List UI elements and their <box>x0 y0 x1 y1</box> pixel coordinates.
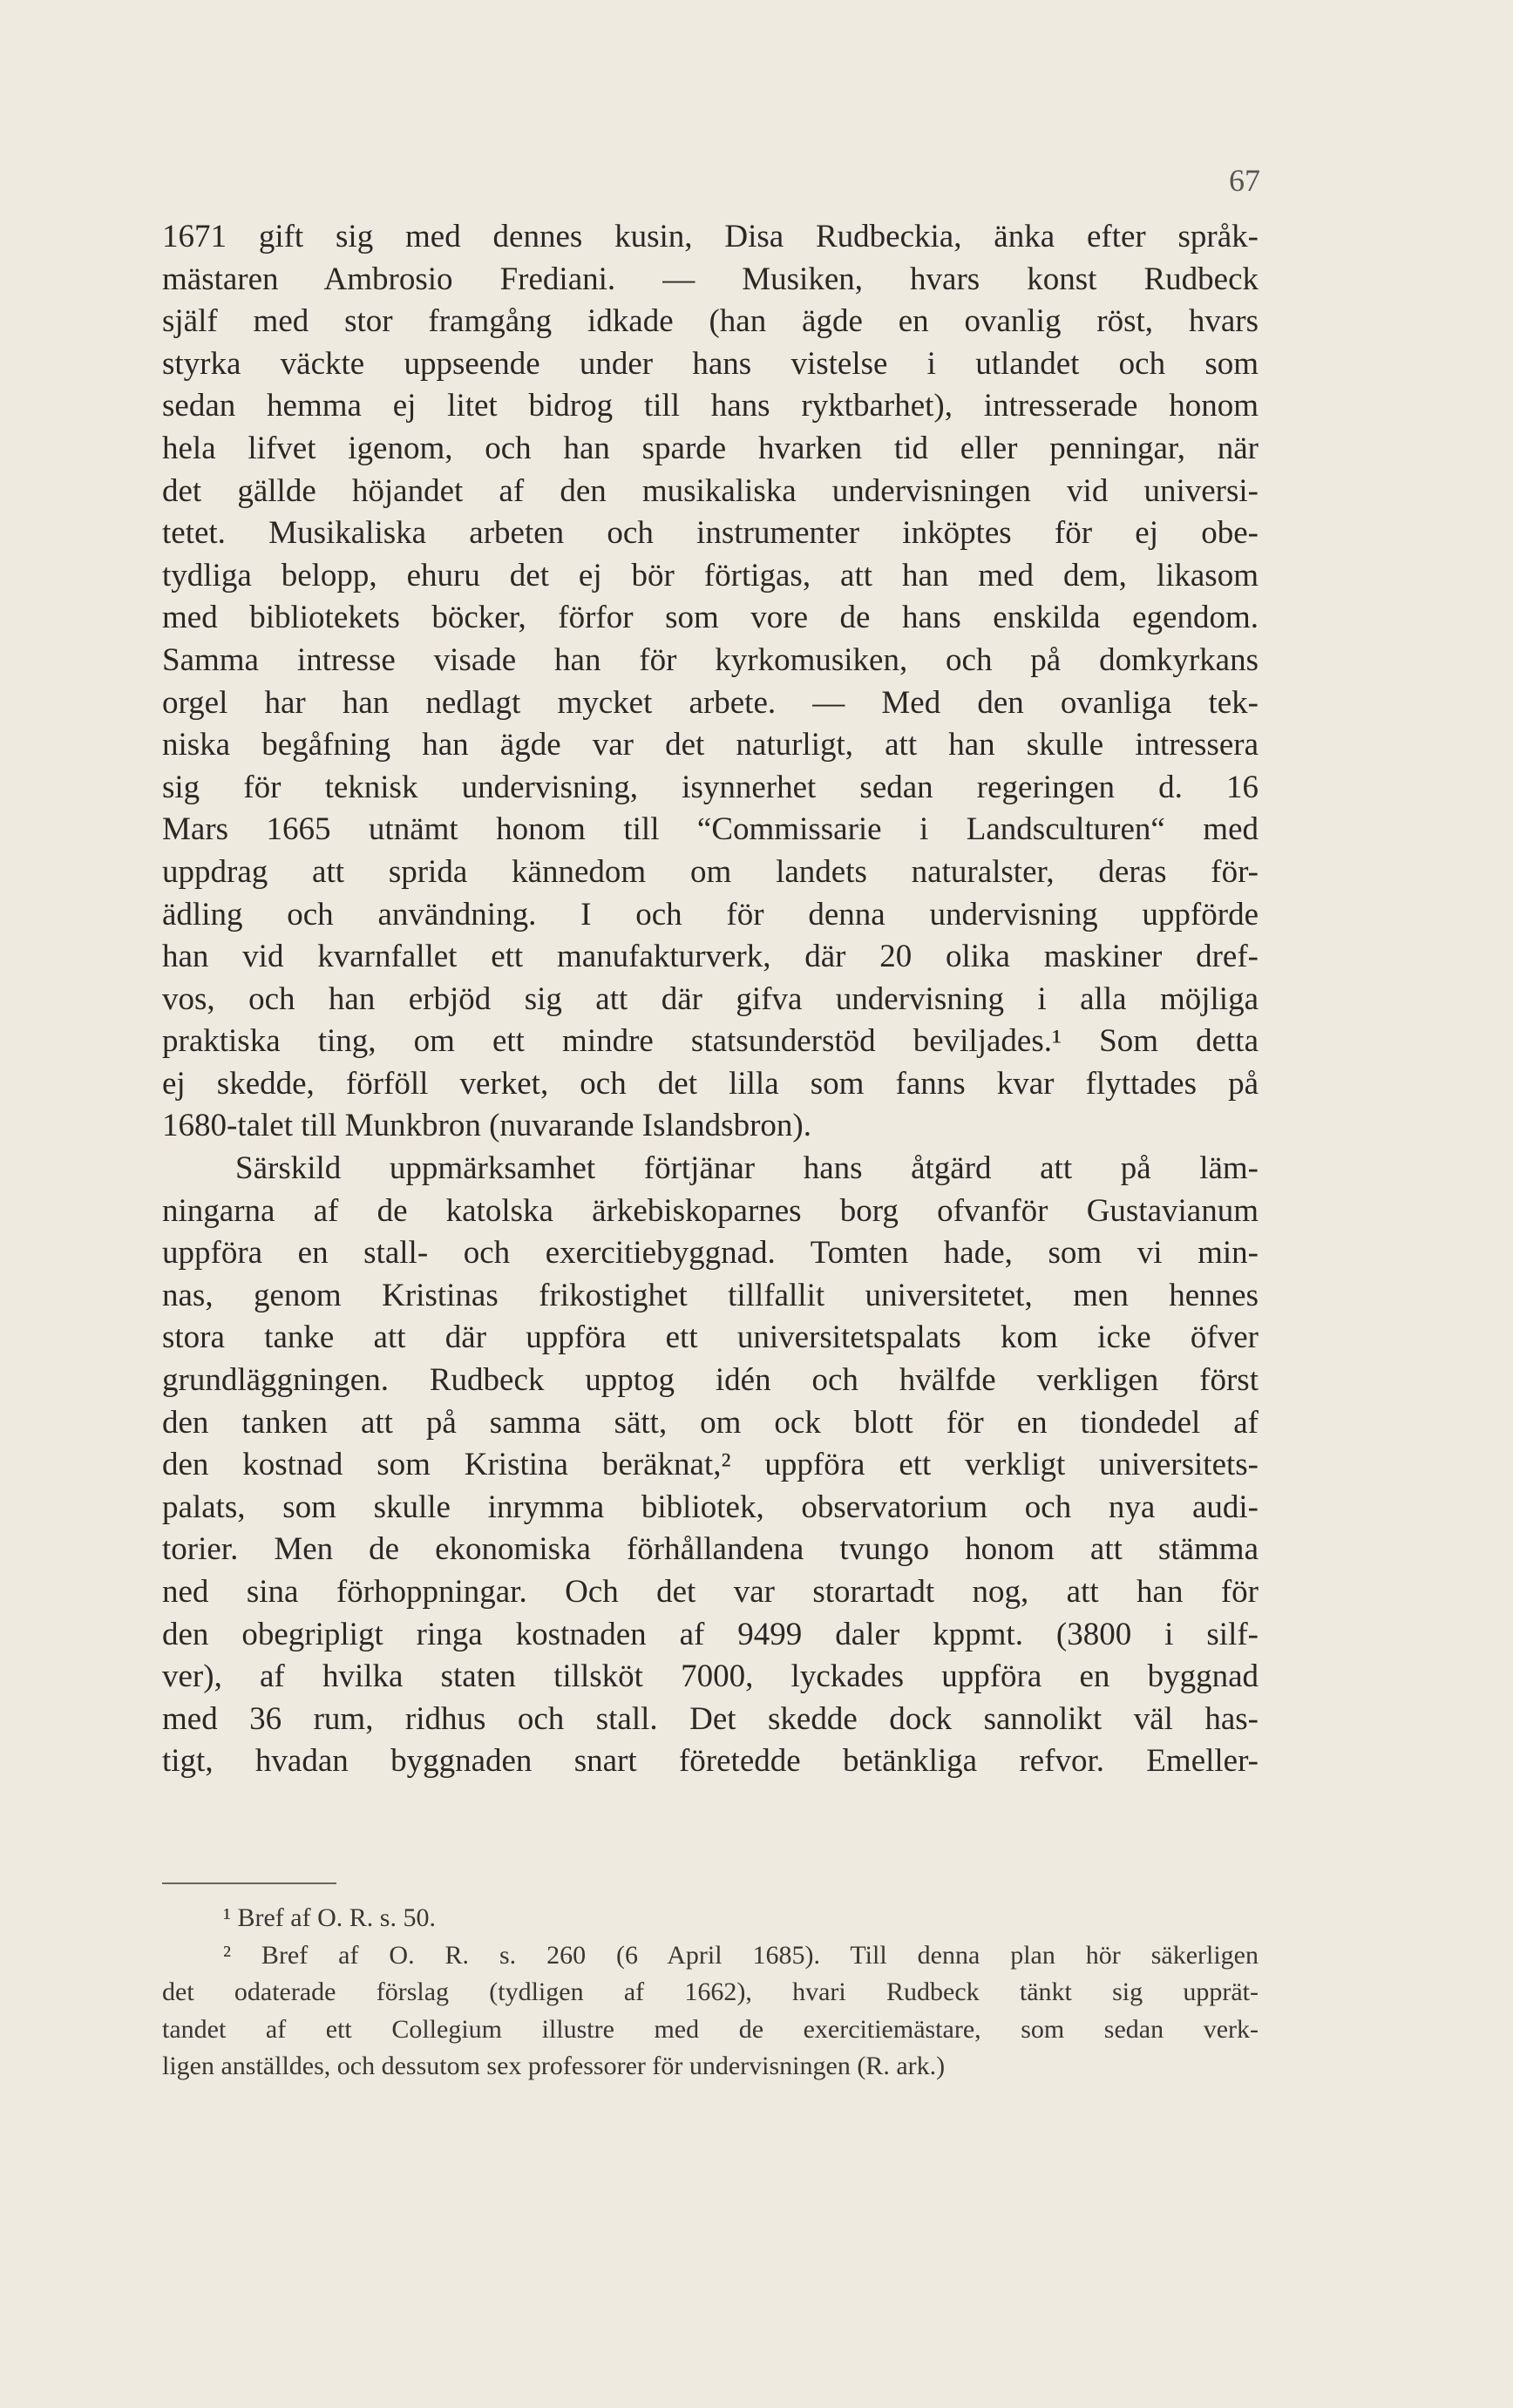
body-line: niska begåfning han ägde var det naturligt, att han skulle intressera <box>162 727 1259 763</box>
body-line: mästaren Ambrosio Frediani. — Musiken, hvars konst Rudbeck <box>162 261 1259 297</box>
body-line: 1680-talet till Munkbron (nuvarande Islandsbron). <box>162 1108 811 1144</box>
footnotes <box>162 1900 1259 2086</box>
body-line: tydliga belopp, ehuru det ej bör förtigas, att han med dem, likasom <box>162 557 1259 594</box>
body-line: torier. Men de ekonomiska förhållandena tvungo honom att stämma <box>162 1531 1259 1568</box>
body-line: uppföra en stall- och exercitiebyggnad. Tomten hade, som vi min- <box>162 1235 1259 1272</box>
body-line: Mars 1665 utnämt honom till “Commissarie i Landsculturen“ med <box>162 811 1259 848</box>
footnote-line: det odaterade förslag (tydligen af 1662), hvari Rudbeck tänkt sig upprät- <box>162 1977 1259 2007</box>
footnote-line: ² Bref af O. R. s. 260 (6 April 1685). Till denna plan hör säkerligen <box>223 1940 1259 1970</box>
body-line: ädling och användning. I och för denna undervisning uppförde <box>162 896 1259 933</box>
footnote-divider <box>162 1882 336 1884</box>
body-line: det gällde höjandet af den musikaliska undervisningen vid universi- <box>162 472 1259 509</box>
body-line: den kostnad som Kristina beräknat,² uppföra ett verkligt universitets- <box>162 1447 1259 1483</box>
body-line: med bibliotekets böcker, förfor som vore de hans enskilda egendom. <box>162 600 1259 636</box>
body-line: ver), af hvilka staten tillsköt 7000, lyckades uppföra en byggnad <box>162 1658 1259 1695</box>
body-line: orgel har han nedlagt mycket arbete. — Med den ovanliga tek- <box>162 684 1259 721</box>
body-text <box>162 216 1259 1783</box>
body-line: styrka väckte uppseende under hans vistelse i utlandet och som <box>162 345 1259 382</box>
page-number: 67 <box>1229 163 1260 198</box>
body-line: själf med stor framgång idkade (han ägde en ovanlig röst, hvars <box>162 303 1259 340</box>
body-line: sig för teknisk undervisning, isynnerhet sedan regeringen d. 16 <box>162 769 1259 805</box>
body-line: med 36 rum, ridhus och stall. Det skedde dock sannolikt väl has- <box>162 1700 1259 1737</box>
body-line: tigt, hvadan byggnaden snart företedde betänkliga refvor. Emeller- <box>162 1743 1259 1780</box>
footnote-line: tandet af ett Collegium illustre med de exercitiemästare, som sedan verk- <box>162 2014 1259 2044</box>
body-line: den tanken att på samma sätt, om ock blott för en tiondedel af <box>162 1404 1259 1441</box>
body-line: vos, och han erbjöd sig att där gifva undervisning i alla möjliga <box>162 980 1259 1017</box>
body-line: nas, genom Kristinas frikostighet tillfallit universitetet, men hennes <box>162 1277 1259 1313</box>
body-line: praktiska ting, om ett mindre statsunderstöd beviljades.¹ Som detta <box>162 1023 1259 1060</box>
body-line: Samma intresse visade han för kyrkomusiken, och på domkyrkans <box>162 641 1259 678</box>
body-line: ningarna af de katolska ärkebiskoparnes borg ofvanför Gustavianum <box>162 1192 1259 1229</box>
body-line: ej skedde, förföll verket, och det lilla som fanns kvar flyttades på <box>162 1065 1259 1102</box>
body-line: grundläggningen. Rudbeck upptog idén och hvälfde verkligen först <box>162 1362 1259 1399</box>
body-line: hela lifvet igenom, och han sparde hvarken tid eller penningar, när <box>162 430 1259 466</box>
body-line: sedan hemma ej litet bidrog till hans ryktbarhet), intresserade honom <box>162 388 1259 424</box>
body-line: han vid kvarnfallet ett manufakturverk, där 20 olika maskiner dref- <box>162 939 1259 975</box>
body-line: stora tanke att där uppföra ett universitetspalats kom icke öfver <box>162 1319 1259 1356</box>
body-line: uppdrag att sprida kännedom om landets naturalster, deras för- <box>162 853 1259 890</box>
body-line: palats, som skulle inrymma bibliotek, observatorium och nya audi- <box>162 1489 1259 1525</box>
body-line: Särskild uppmärksamhet förtjänar hans åtgärd att på läm- <box>235 1150 1259 1187</box>
body-line: ned sina förhoppningar. Och det var storartadt nog, att han för <box>162 1574 1259 1610</box>
body-line: 1671 gift sig med dennes kusin, Disa Rudbeckia, änka efter språk- <box>162 219 1259 254</box>
body-line: den obegripligt ringa kostnaden af 9499 daler kppmt. (3800 i silf- <box>162 1616 1259 1652</box>
footnote-line: ligen anställdes, och dessutom sex professorer för undervisningen (R. ark.) <box>162 2052 946 2081</box>
footnote-line: ¹ Bref af O. R. s. 50. <box>223 1903 436 1932</box>
body-line: tetet. Musikaliska arbeten och instrumenter inköptes för ej obe- <box>162 515 1259 552</box>
